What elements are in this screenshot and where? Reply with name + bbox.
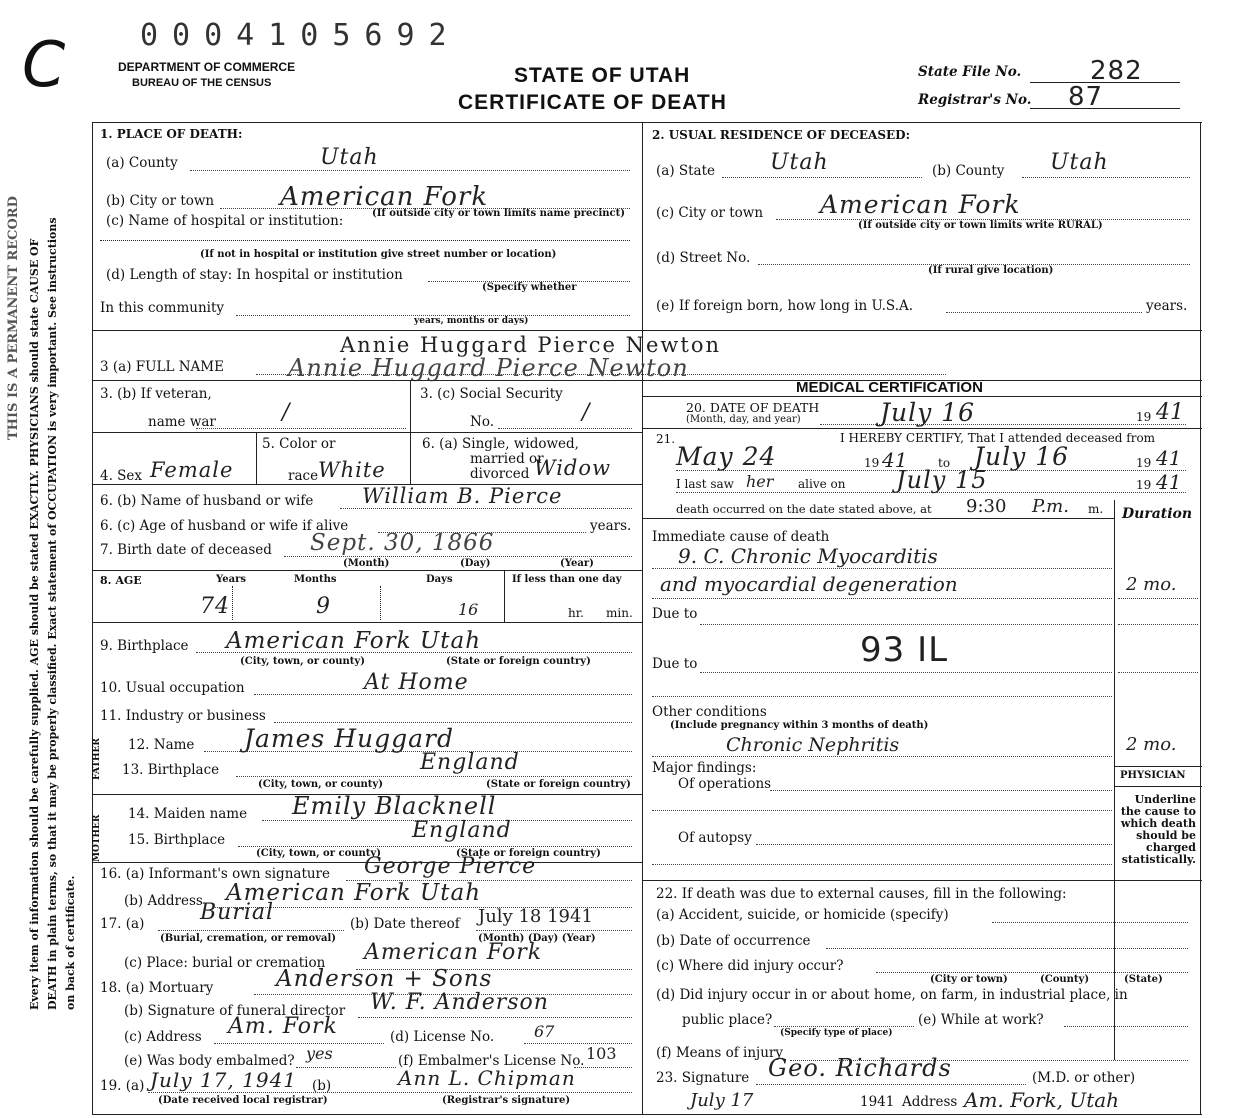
autopsy-label: Of autopsy (678, 830, 752, 846)
attend-from-century: 19 (864, 456, 880, 470)
age-days-value: 16 (458, 600, 479, 619)
specify-note: (Specify whether (482, 282, 577, 293)
county-label: (a) County (106, 155, 178, 171)
maiden-name-label: 14. Maiden name (128, 806, 248, 822)
embalmed-value: yes (306, 1044, 333, 1063)
full-name-print: Annie Huggard Pierce Newton (340, 333, 721, 357)
stay-label: (d) Length of stay: In hospital or institution (106, 267, 403, 283)
date-of-death-label: 20. DATE OF DEATH (686, 400, 820, 415)
residence-title: 2. USUAL RESIDENCE OF DECEASED: (652, 128, 911, 142)
informant-address-label: (b) Address (124, 893, 203, 909)
date-of-death-century: 19 (1136, 410, 1152, 424)
community-label: In this community (100, 300, 225, 316)
immediate-cause-label: Immediate cause of death (652, 529, 830, 545)
veteran-label: 3. (b) If veteran, (100, 386, 212, 402)
race-label: race (288, 468, 319, 484)
res-rural-note: (If rural give location) (928, 265, 1054, 276)
date-thereof-label: (b) Date thereof (350, 916, 460, 932)
county-value: Utah (320, 145, 379, 170)
md-label: (M.D. or other) (1032, 1070, 1136, 1086)
signature-address-label: Address (902, 1094, 958, 1110)
public-place-label: public place? (682, 1012, 773, 1028)
registrar-b-label: (b) (312, 1078, 332, 1094)
hospital-note: (If outside city or town limits name precinct) (372, 208, 625, 219)
major-findings-label: Major findings: (652, 760, 757, 776)
margin-letter: C (22, 28, 66, 101)
age-years-value: 74 (200, 594, 230, 619)
foreign-years-label: years. (1146, 298, 1188, 314)
state-title: STATE OF UTAH (514, 64, 691, 87)
birthplace-state-note: (State or foreign country) (446, 656, 591, 667)
occupation-label: 10. Usual occupation (100, 680, 245, 696)
embalmed-label: (e) Was body embalmed? (124, 1053, 295, 1069)
date-thereof-value: July 18 1941 (478, 906, 593, 927)
maiden-name-value: Emily Blacknell (292, 792, 497, 820)
disposal-label: 17. (a) (100, 916, 145, 932)
death-time-unit: P.m. (1032, 496, 1069, 517)
husband-value: William B. Pierce (362, 484, 563, 508)
father-state-note: (State or foreign country) (486, 779, 631, 790)
ssn-no-label: No. (470, 414, 494, 430)
attend-to-year: 41 (1156, 446, 1182, 470)
age-days-header: Days (426, 574, 453, 585)
birthplace-city-note: (City, town, or county) (240, 656, 365, 667)
father-city-note: (City, town, or county) (258, 779, 383, 790)
registrar-date-value: July 17, 1941 (150, 1068, 298, 1092)
mortuary-label: 18. (a) Mortuary (100, 980, 214, 996)
director-label: (b) Signature of funeral director (124, 1003, 346, 1019)
single-label: 6. (a) Single, widowed, (422, 436, 579, 452)
date-of-death-year: 41 (1156, 400, 1184, 425)
husband-label: 6. (b) Name of husband or wife (100, 493, 314, 509)
embalmer-label: (f) Embalmer's License No. (398, 1053, 585, 1069)
social-security-label: 3. (c) Social Security (420, 386, 563, 402)
alive-label: alive on (798, 477, 846, 491)
mortuary-address-label: (c) Address (124, 1029, 202, 1045)
external-causes-label: 22. If death was due to external causes, fill in the following: (656, 886, 1067, 902)
father-name-label: 12. Name (128, 737, 195, 753)
duration-label: Duration (1122, 506, 1193, 522)
day-note: (Day) (460, 558, 491, 569)
informant-address-value: American Fork Utah (226, 880, 482, 906)
sex-value: Female (150, 458, 234, 482)
divorced-label: divorced (470, 466, 530, 482)
res-city-value: American Fork (820, 190, 1021, 219)
name-war-value: / (282, 400, 291, 425)
name-war-label: name war (148, 414, 216, 430)
side-note-1: Every item of information should be carefully supplied. AGE should be stated EXACTLY. PHYSICIANS should state CAUSE OF (28, 238, 41, 1010)
res-state-value: Utah (770, 150, 829, 175)
birth-date-label: 7. Birth date of deceased (100, 542, 272, 558)
race-value: White (318, 458, 386, 482)
father-name-value: James Huggard (244, 724, 454, 753)
director-value: W. F. Anderson (370, 990, 549, 1015)
last-saw-date: July 15 (896, 466, 988, 494)
attend-from-value: May 24 (676, 442, 777, 471)
spouse-years-label: years. (590, 518, 632, 534)
father-birthplace-label: 13. Birthplace (122, 762, 220, 778)
department-label: DEPARTMENT OF COMMERCE (118, 60, 296, 74)
registrar-date-note: (Date received local registrar) (158, 1095, 328, 1106)
other-conditions-note: (Include pregnancy within 3 months of death) (670, 720, 929, 731)
res-street-label: (d) Street No. (656, 250, 751, 266)
due-to-label-2: Due to (652, 656, 698, 672)
mother-state-note: (State or foreign country) (456, 848, 601, 859)
age-less-header: If less than one day (512, 574, 622, 585)
underline-note: Underline the cause to which death should be charged statistically. (1120, 793, 1196, 866)
other-duration: 2 mo. (1126, 734, 1177, 755)
means-label: (f) Means of injury (656, 1045, 783, 1061)
res-city-note: (If outside city or town limits write RURAL) (858, 220, 1103, 231)
age-years-header: Years (216, 574, 247, 585)
serial-number: 0004105692 (140, 18, 461, 53)
signature-date: July 17 (690, 1090, 754, 1111)
hr-label: hr. (568, 606, 584, 620)
city-value: American Fork (280, 182, 489, 212)
while-at-work-label: (e) While at work? (918, 1012, 1044, 1028)
registrar-date-label: 19. (a) (100, 1078, 145, 1094)
mother-birthplace-label: 15. Birthplace (128, 832, 226, 848)
mortuary-value: Anderson + Sons (276, 966, 493, 992)
other-conditions-label: Other conditions (652, 704, 767, 720)
age-months-header: Months (294, 574, 337, 585)
attend-from-year: 41 (882, 448, 908, 472)
mother-label: MOTHER (92, 814, 102, 862)
divorced-value: Widow (534, 456, 611, 480)
attend-to-label: to (938, 456, 951, 470)
informant-value: George Pierce (364, 854, 537, 879)
last-saw-year: 41 (1156, 470, 1182, 494)
registrar-signature-note: (Registrar's signature) (442, 1095, 571, 1106)
married-label: married or (470, 451, 544, 467)
signature-label: 23. Signature (656, 1070, 750, 1086)
color-label: 5. Color or (262, 436, 336, 452)
mortuary-address-value: Am. Fork (228, 1014, 338, 1039)
where-state-note: (State) (1124, 974, 1163, 985)
place-burial-value: American Fork (364, 940, 543, 965)
side-note-3: on back of certificate. (64, 875, 77, 1010)
license-value: 67 (534, 1022, 555, 1041)
home-label: (d) Did injury occur in or about home, on farm, in industrial place, in (656, 987, 1128, 1003)
where-label: (c) Where did injury occur? (656, 958, 844, 974)
state-file-value: 282 (1090, 56, 1143, 86)
due-to-label-1: Due to (652, 606, 698, 622)
hospital-label: (c) Name of hospital or institution: (106, 213, 344, 229)
industry-label: 11. Industry or business (100, 708, 266, 724)
accident-label: (a) Accident, suicide, or homicide (specify) (656, 907, 949, 923)
m-label: m. (1088, 502, 1104, 516)
res-county-label: (b) County (932, 163, 1005, 179)
year-note: (Year) (560, 558, 594, 569)
occupation-value: At Home (364, 670, 469, 695)
cause-line-2: and myocardial degeneration (660, 572, 958, 596)
birthplace-label: 9. Birthplace (100, 638, 189, 654)
city-label: (b) City or town (106, 193, 215, 209)
place-burial-label: (c) Place: burial or cremation (124, 955, 326, 971)
specify-place-note: (Specify type of place) (780, 1028, 893, 1038)
mother-city-note: (City, town, or county) (256, 848, 381, 859)
registrar-value: 87 (1068, 82, 1104, 112)
disposal-value: Burial (200, 900, 275, 925)
where-city-note: (City or town) (930, 974, 1008, 985)
signature-value: Geo. Richards (768, 1054, 952, 1082)
mother-birthplace-value: England (412, 818, 512, 843)
res-county-value: Utah (1050, 150, 1109, 175)
certify-text: I HEREBY CERTIFY, That I attended deceased from (840, 431, 1156, 445)
date-of-death-note: (Month, day, and year) (686, 414, 801, 425)
occurrence-label: (b) Date of occurrence (656, 933, 811, 949)
full-name-cursive: Annie Huggard Pierce Newton (288, 354, 689, 382)
attend-to-value: July 16 (974, 442, 1070, 471)
registrar-signature-value: Ann L. Chipman (398, 1066, 576, 1090)
street-note: (If not in hospital or institution give street number or location) (200, 249, 557, 260)
place-of-death-title: 1. PLACE OF DEATH: (100, 127, 243, 141)
full-name-label: 3 (a) FULL NAME (100, 359, 224, 375)
permanent-record-note: THIS IS A PERMANENT RECORD (6, 196, 21, 440)
registrar-label: Registrar's No. (918, 92, 1032, 108)
ssn-value: / (582, 400, 591, 425)
side-note-2: DEATH in plain terms, so that it may be properly classified. Exact statement of OCCUPATION is very important. See instructions (46, 217, 59, 1010)
cause-code: 93 IL (860, 630, 949, 670)
res-city-label: (c) City or town (656, 205, 764, 221)
last-saw-who: her (746, 472, 774, 491)
father-birthplace-value: England (420, 750, 520, 775)
foreign-label: (e) If foreign born, how long in U.S.A. (656, 298, 914, 314)
month-note: (Month) (343, 558, 390, 569)
last-saw-label: I last saw (676, 477, 734, 491)
cause-duration: 2 mo. (1126, 574, 1177, 595)
operations-label: Of operations (678, 776, 772, 792)
birth-date-value: Sept. 30, 1866 (310, 530, 495, 556)
date-thereof-note: (Month) (Day) (Year) (478, 933, 596, 944)
where-county-note: (County) (1040, 974, 1090, 985)
license-label: (d) License No. (390, 1029, 495, 1045)
medical-certification-title: MEDICAL CERTIFICATION (796, 379, 983, 396)
father-label: FATHER (92, 738, 102, 780)
res-state-label: (a) State (656, 163, 716, 179)
informant-label: 16. (a) Informant's own signature (100, 866, 331, 882)
age-months-value: 9 (316, 594, 331, 619)
age-label: 8. AGE (100, 574, 142, 587)
death-time-value: 9:30 (966, 496, 1007, 517)
signature-address-value: Am. Fork, Utah (964, 1088, 1120, 1112)
death-occurred-label: death occurred on the date stated above, at (676, 502, 932, 516)
state-file-label: State File No. (918, 64, 1022, 80)
spouse-age-label: 6. (c) Age of husband or wife if alive (100, 518, 349, 534)
embalmer-value: 103 (586, 1044, 617, 1063)
cause-line-1: 9. C. Chronic Myocarditis (678, 544, 938, 568)
other-conditions-value: Chronic Nephritis (726, 734, 900, 756)
min-label: min. (606, 606, 633, 620)
disposal-note: (Burial, cremation, or removal) (160, 933, 336, 944)
physician-label: PHYSICIAN (1120, 770, 1186, 781)
ymd-note: years, months or days) (414, 316, 529, 326)
certify-number: 21. (656, 432, 676, 446)
attend-to-century: 19 (1136, 456, 1152, 470)
bureau-label: BUREAU OF THE CENSUS (132, 77, 272, 89)
birthplace-value: American Fork Utah (226, 628, 482, 654)
sex-label: 4. Sex (100, 468, 143, 484)
last-saw-century: 19 (1136, 478, 1152, 492)
certificate-title: CERTIFICATE OF DEATH (458, 91, 727, 114)
signature-year: 1941 (860, 1094, 895, 1110)
date-of-death-value: July 16 (880, 398, 976, 427)
